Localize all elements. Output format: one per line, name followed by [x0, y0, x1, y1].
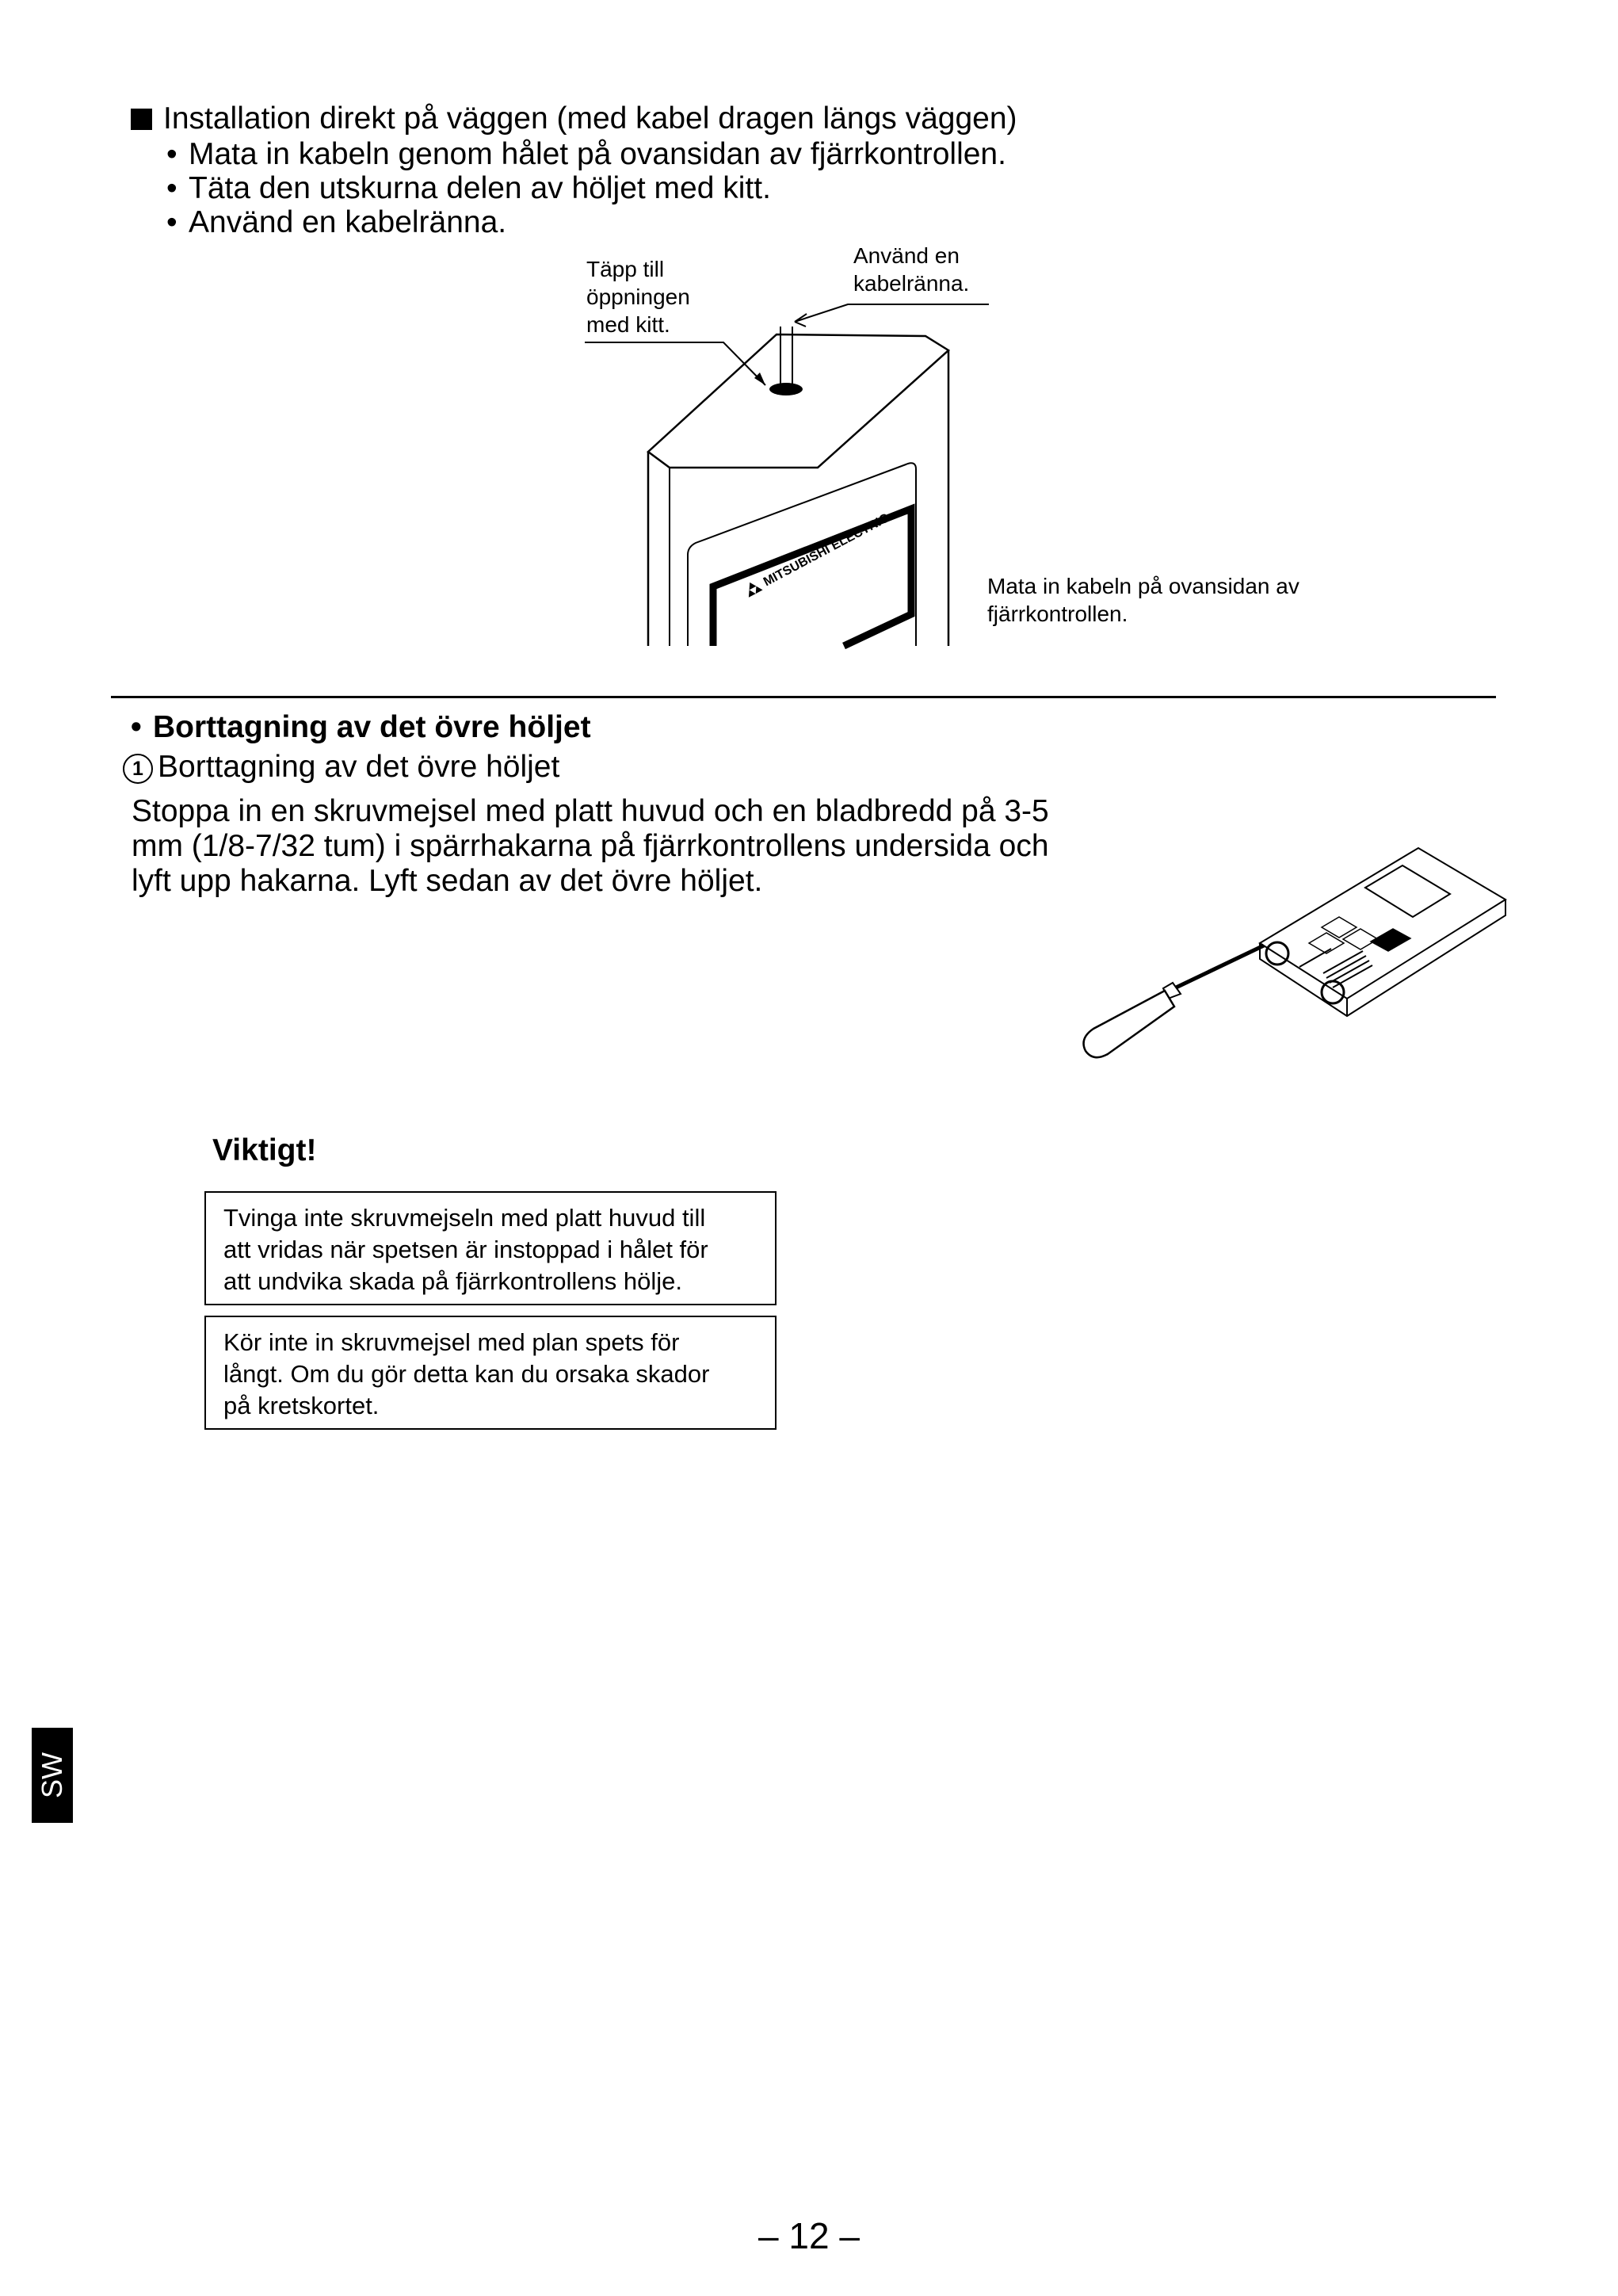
step-number-icon: 1 — [123, 754, 153, 784]
section1-heading: Installation direkt på väggen (med kabel dragen längs väggen) — [131, 101, 1017, 136]
label-cable-entry: Mata in kabeln på ovansidan av fjärrkontrollen. — [987, 574, 1299, 626]
important-note: Tvinga inte skruvmejseln med platt huvud till att vridas när spetsen är instoppad i hålet för att undvika skada på fjärrkontrollens hölje. — [204, 1191, 777, 1305]
list-item: • Mata in kabeln genom hålet på ovansidan av fjärrkontrollen. — [166, 137, 1006, 171]
screwdriver-figure — [1062, 840, 1521, 1078]
section-divider — [111, 696, 1496, 698]
square-bullet-icon — [131, 109, 152, 130]
section2-heading: • Borttagning av det övre höljet — [131, 710, 591, 744]
page-number: – 12 – — [758, 2215, 860, 2256]
language-tab: SW — [32, 1728, 73, 1823]
important-note: Kör inte in skruvmejsel med plan spets för långt. Om du gör detta kan du orsaka skador på kretskortet. — [204, 1316, 777, 1430]
list-item: • Använd en kabelränna. — [166, 205, 507, 239]
remote-controller-wall-figure — [555, 285, 998, 650]
label-cable-duct: Använd en kabelränna. — [853, 243, 970, 296]
important-title: Viktigt! — [212, 1133, 317, 1167]
svg-text:MITSUBISHI ELECTRIC: MITSUBISHI ELECTRIC — [761, 511, 892, 590]
step-title: 1 Borttagning av det övre höljet — [123, 750, 559, 785]
label-putty: Täpp till öppningen med kitt. — [586, 257, 690, 337]
brand-logo — [742, 510, 891, 598]
instruction-paragraph: Stoppa in en skruvmejsel med platt huvud och en bladbredd på 3-5 mm (1/8-7/32 tum) i spärrhakarna på fjärrkontrollens undersida och lyft upp hakarna. Lyft sedan av det övre höljet. — [132, 794, 1049, 898]
list-item: • Täta den utskurna delen av höljet med kitt. — [166, 171, 771, 205]
